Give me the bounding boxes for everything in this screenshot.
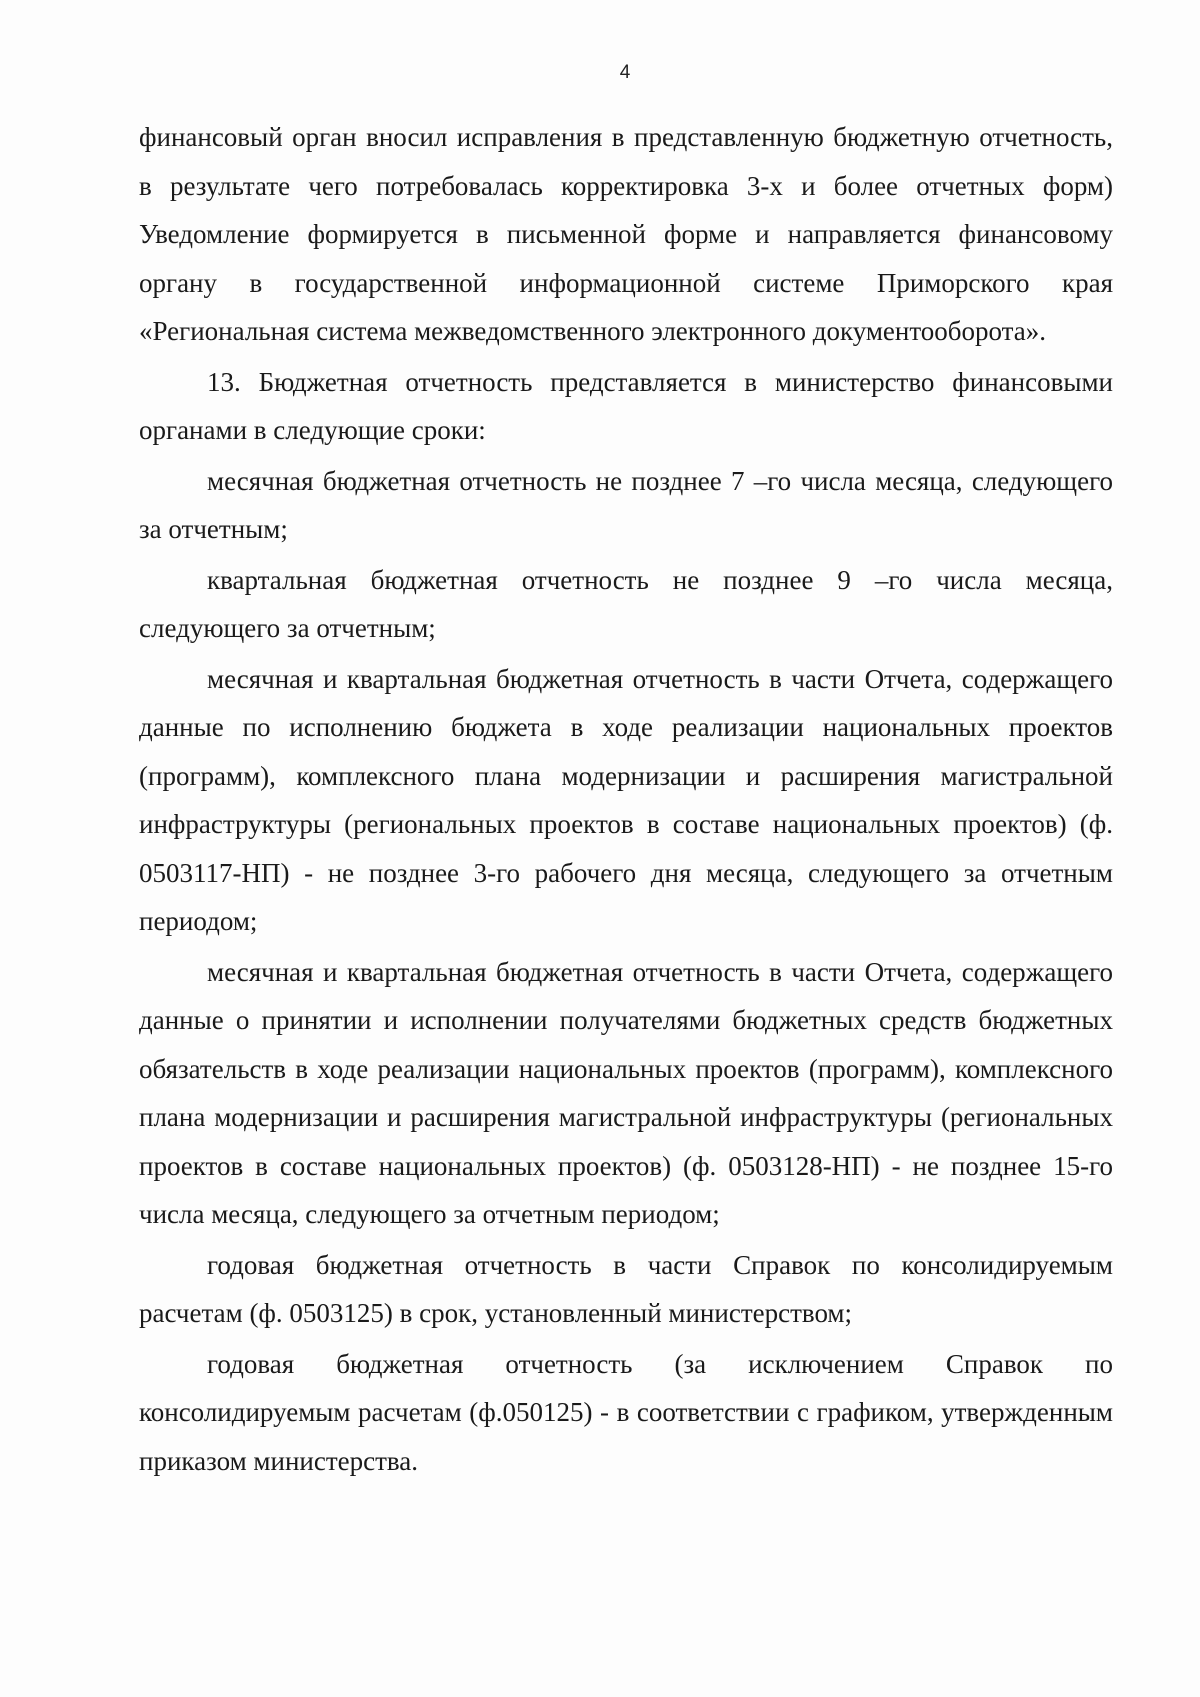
paragraph-monthly-deadline: месячная бюджетная отчетность не позднее 7 –го числа месяца, следующего за отчетным;	[139, 465, 1113, 544]
paragraph-annual-schedule: годовая бюджетная отчетность (за исключением Справок по консолидируемым расчетам (ф.050125) - в соответствии с графиком, утвержденным приказом министерства.	[139, 1348, 1113, 1476]
paragraph-item-13: 13. Бюджетная отчетность представляется в министерство финансовыми органами в следующие сроки:	[139, 366, 1113, 445]
paragraph-quarterly-deadline: квартальная бюджетная отчетность не позднее 9 –го числа месяца, следующего за отчетным;	[139, 564, 1113, 643]
document-body	[139, 113, 1113, 1485]
paragraph-form-0503117: месячная и квартальная бюджетная отчетность в части Отчета, содержащего данные по исполнению бюджета в ходе реализации национальных проектов (программ), комплексного плана модернизации и расширения магистральной инфраструктуры (региональных проектов в составе национальных проектов) (ф. 0503117-НП) - не позднее 3-го рабочего дня месяца, следующего за отчетным периодом;	[139, 663, 1113, 936]
paragraph-form-0503125: годовая бюджетная отчетность в части Справок по консолидируемым расчетам (ф. 0503125) в срок, установленный министерством;	[139, 1249, 1113, 1328]
paragraph-form-0503128: месячная и квартальная бюджетная отчетность в части Отчета, содержащего данные о принятии и исполнении получателями бюджетных средств бюджетных обязательств в ходе реализации национальных проектов (программ), комплексного плана модернизации и расширения магистральной инфраструктуры (региональных проектов в составе национальных проектов) (ф. 0503128-НП) - не позднее 15-го числа месяца, следующего за отчетным периодом;	[139, 956, 1113, 1229]
page-number: 4	[619, 62, 631, 83]
paragraph-continuation: финансовый орган вносил исправления в представленную бюджетную отчетность, в результате чего потребовалась корректировка 3-х и более отчетных форм) Уведомление формируется в письменной форме и направляется финансовому органу в государственной информационной системе Приморского края «Региональная система межведомственного электронного документооборота».	[139, 122, 1113, 346]
